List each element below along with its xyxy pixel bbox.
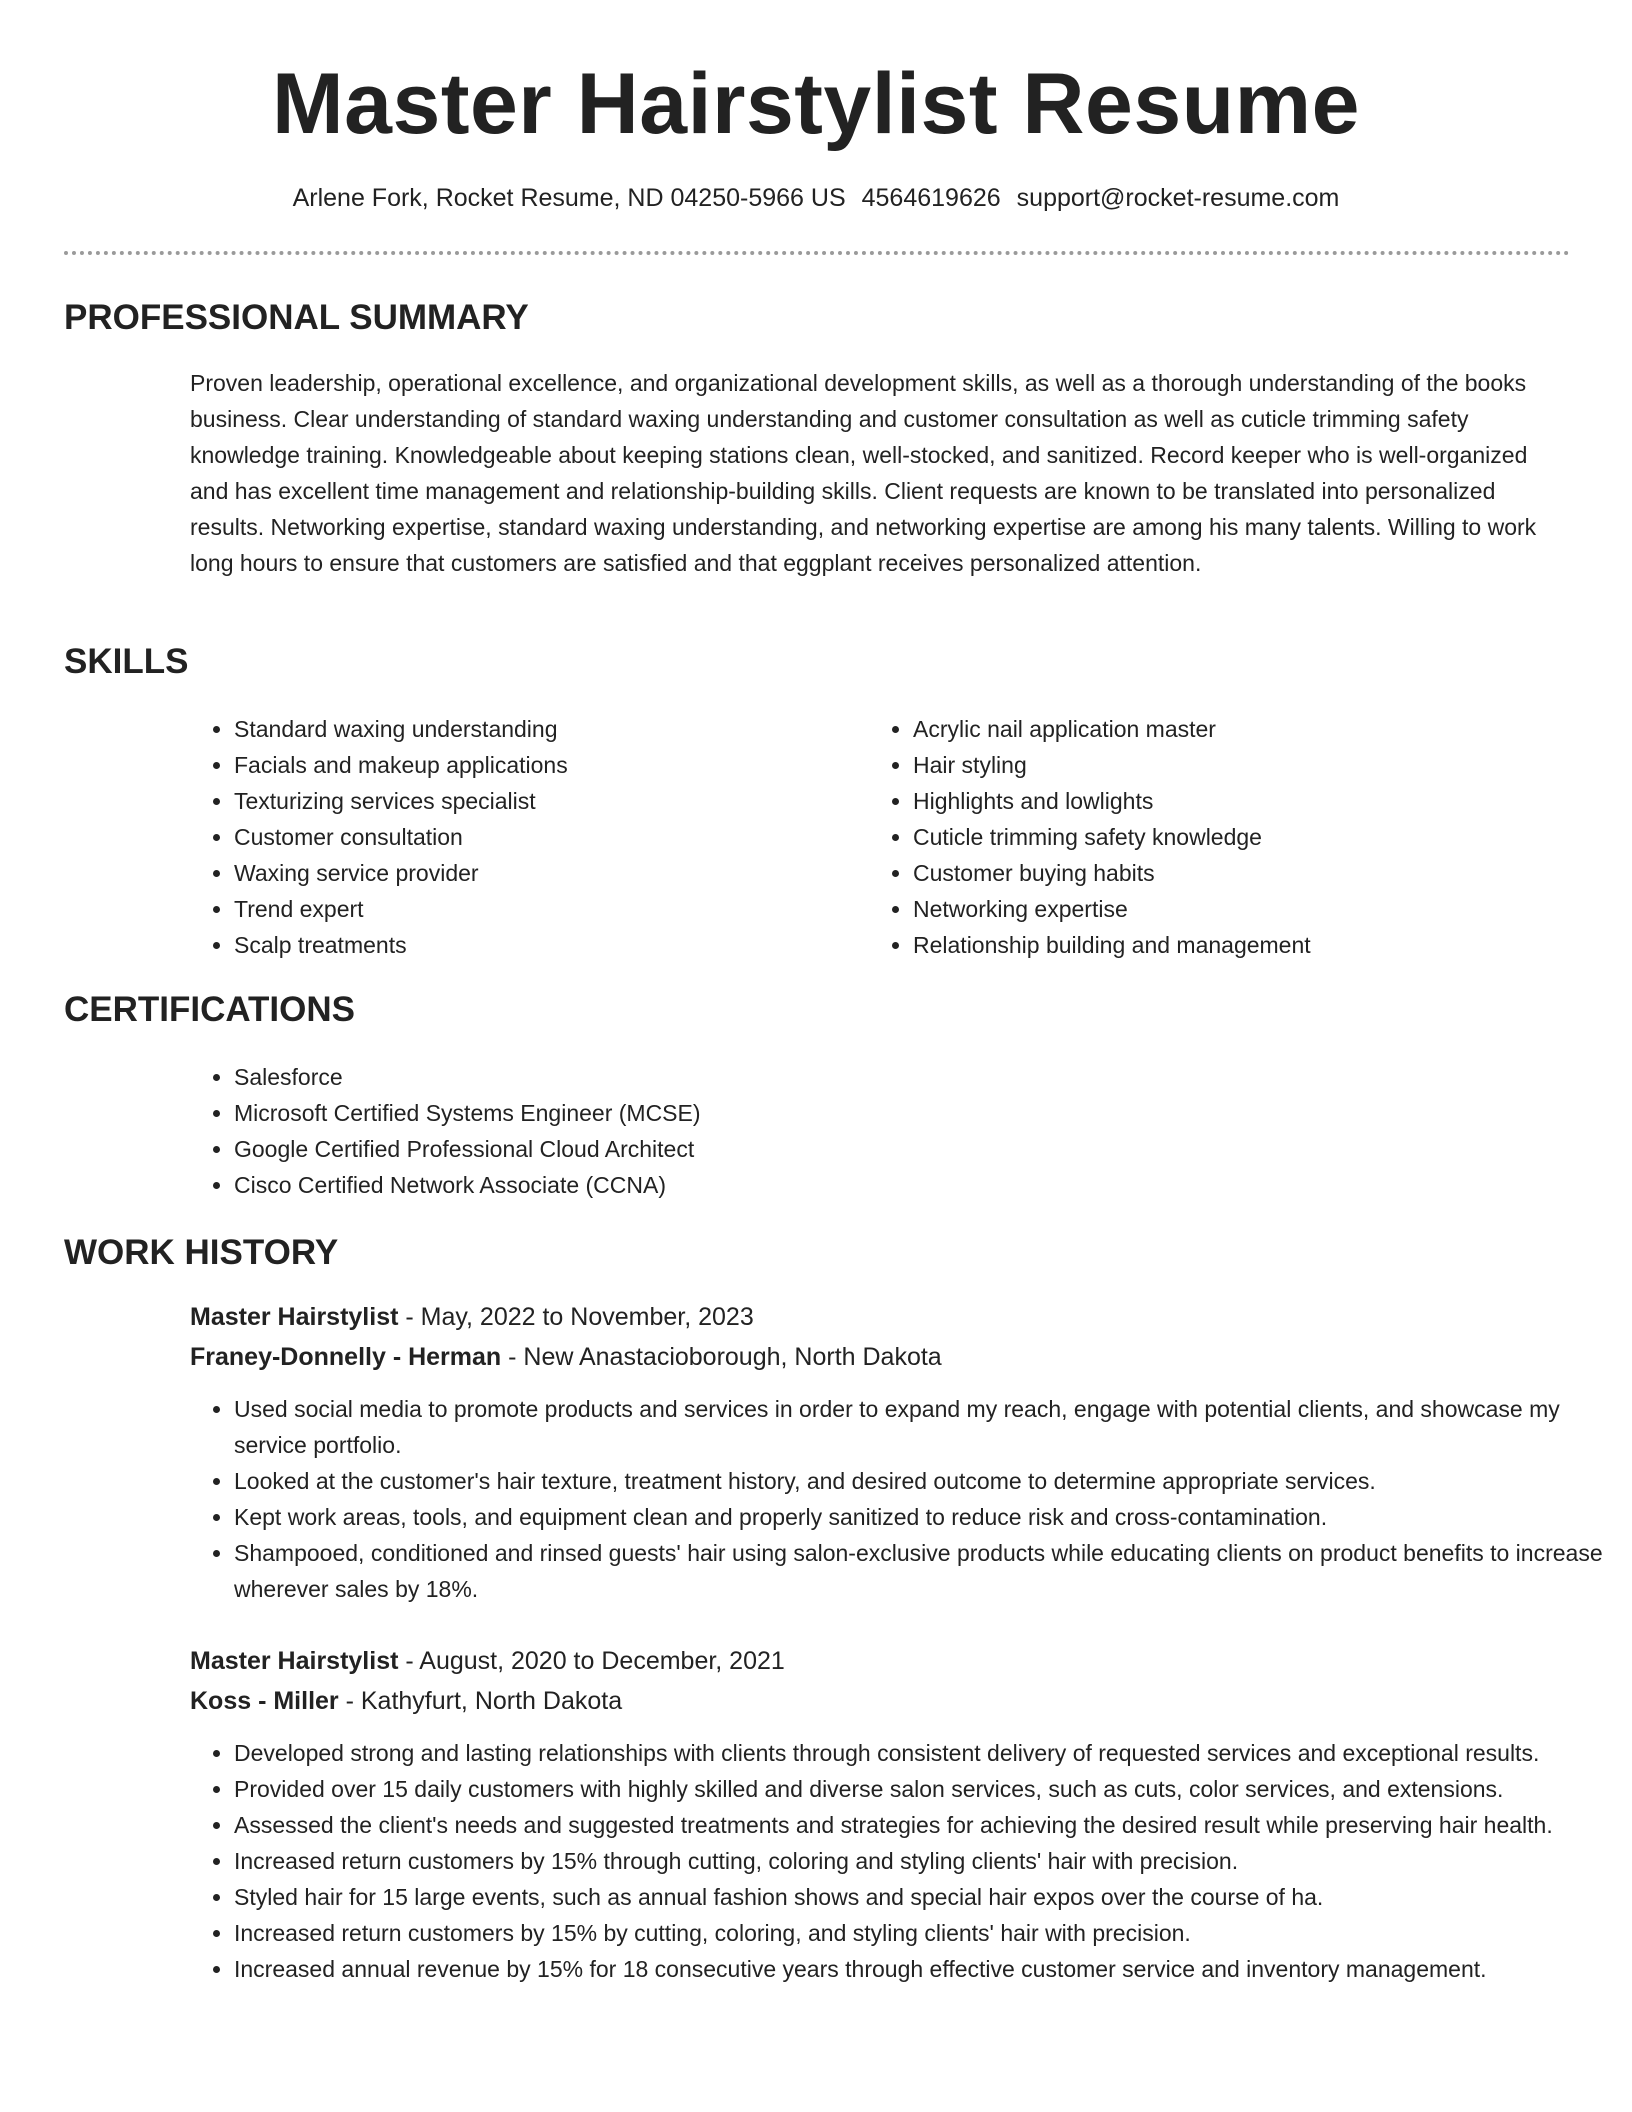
certification-item: • Microsoft Certified Systems Engineer (MCSE) xyxy=(234,1095,1614,1131)
skill-item: • Waxing service provider xyxy=(234,855,874,891)
job-bullet: • Assessed the client's needs and suggested treatments and strategies for achieving the desired result while preserving hair health. xyxy=(234,1807,1614,1843)
contact-address: Arlene Fork, Rocket Resume, ND 04250-5966 US xyxy=(292,184,846,212)
certification-item: • Cisco Certified Network Associate (CCNA) xyxy=(234,1167,1614,1203)
job-title: Master Hairstylist xyxy=(190,1647,399,1675)
skill-item: • Acrylic nail application master xyxy=(913,711,1613,747)
skills-list-right xyxy=(869,711,1613,963)
certification-item: • Salesforce xyxy=(234,1059,1614,1095)
job-bullets xyxy=(190,1391,1614,1607)
resume-title: Master Hairstylist Resume xyxy=(272,56,1360,152)
summary-text: Proven leadership, operational excellence, and organizational development skills, as well as a thorough understanding of the books business. Clear understanding of standard waxing understanding and customer consultation as well as cuticle trimming safety knowledge training. Knowledgeable about keeping stations clean, well-stocked, and sanitized. Record keeper who is well-organized and has excellent time management and relationship-building skills. Client requests are known to be translated into personalized results. Networking expertise, standard waxing understanding, and networking expertise are among his many talents. Willing to work long hours to ensure that customers are satisfied and that eggplant receives personalized attention. xyxy=(190,370,1537,576)
job-bullet: • Increased return customers by 15% through cutting, coloring and styling clients' hair with precision. xyxy=(234,1843,1614,1879)
skills-heading: SKILLS xyxy=(64,642,189,681)
job-location: - Kathyfurt, North Dakota xyxy=(338,1687,623,1715)
job-title-line xyxy=(190,1641,785,1681)
job-company-line xyxy=(190,1681,622,1721)
job-bullet: • Kept work areas, tools, and equipment clean and properly sanitized to reduce risk and cross-contamination. xyxy=(234,1499,1614,1535)
job-company-line xyxy=(190,1337,942,1377)
job-bullet: • Used social media to promote products and services in order to expand my reach, engage with potential clients, and showcase my service portfolio. xyxy=(234,1391,1614,1463)
skill-item: • Hair styling xyxy=(913,747,1613,783)
job-bullet: • Provided over 15 daily customers with highly skilled and diverse salon services, such as cuts, color services, and extensions. xyxy=(234,1771,1614,1807)
job-company: Franey-Donnelly - Herman xyxy=(190,1343,502,1371)
skill-item: • Scalp treatments xyxy=(234,927,874,963)
job-company: Koss - Miller xyxy=(190,1687,339,1715)
certifications-list xyxy=(190,1059,1614,1203)
contact-line xyxy=(0,180,1632,216)
header-divider xyxy=(64,251,1570,255)
job-bullet: • Styled hair for 15 large events, such as annual fashion shows and special hair expos over the course of ha. xyxy=(234,1879,1614,1915)
skill-item: • Texturizing services specialist xyxy=(234,783,874,819)
certifications-heading: CERTIFICATIONS xyxy=(64,990,356,1029)
skill-item: • Networking expertise xyxy=(913,891,1613,927)
skill-item: • Facials and makeup applications xyxy=(234,747,874,783)
job-bullet: • Looked at the customer's hair texture, treatment history, and desired outcome to determine appropriate services. xyxy=(234,1463,1614,1499)
job-title: Master Hairstylist xyxy=(190,1303,399,1331)
job-dates: - May, 2022 to November, 2023 xyxy=(398,1303,754,1331)
skill-item: • Trend expert xyxy=(234,891,874,927)
skill-item: • Highlights and lowlights xyxy=(913,783,1613,819)
job-bullet: • Shampooed, conditioned and rinsed guests' hair using salon-exclusive products while educating clients on product benefits to increase wherever sales by 18%. xyxy=(234,1535,1614,1607)
job-bullet: • Increased return customers by 15% by cutting, coloring, and styling clients' hair with precision. xyxy=(234,1915,1614,1951)
job-dates: - August, 2020 to December, 2021 xyxy=(398,1647,785,1675)
skill-item: • Customer buying habits xyxy=(913,855,1613,891)
contact-phone: 4564619626 xyxy=(861,184,1001,212)
summary-heading: PROFESSIONAL SUMMARY xyxy=(64,298,529,337)
job-bullet: • Increased annual revenue by 15% for 18 consecutive years through effective customer service and inventory management. xyxy=(234,1951,1614,1987)
skill-item: • Cuticle trimming safety knowledge xyxy=(913,819,1613,855)
skills-list-left xyxy=(190,711,874,963)
certification-item: • Google Certified Professional Cloud Architect xyxy=(234,1131,1614,1167)
job-bullets xyxy=(190,1735,1614,1987)
job-bullet: • Developed strong and lasting relationships with clients through consistent delivery of requested services and exceptional results. xyxy=(234,1735,1614,1771)
job-title-line xyxy=(190,1297,754,1337)
skill-item: • Relationship building and management xyxy=(913,927,1613,963)
contact-email[interactable]: support@rocket-resume.com xyxy=(1016,184,1340,212)
job-location: - New Anastacioborough, North Dakota xyxy=(501,1343,942,1371)
work-history-heading: WORK HISTORY xyxy=(64,1233,339,1272)
skill-item: • Customer consultation xyxy=(234,819,874,855)
skill-item: • Standard waxing understanding xyxy=(234,711,874,747)
